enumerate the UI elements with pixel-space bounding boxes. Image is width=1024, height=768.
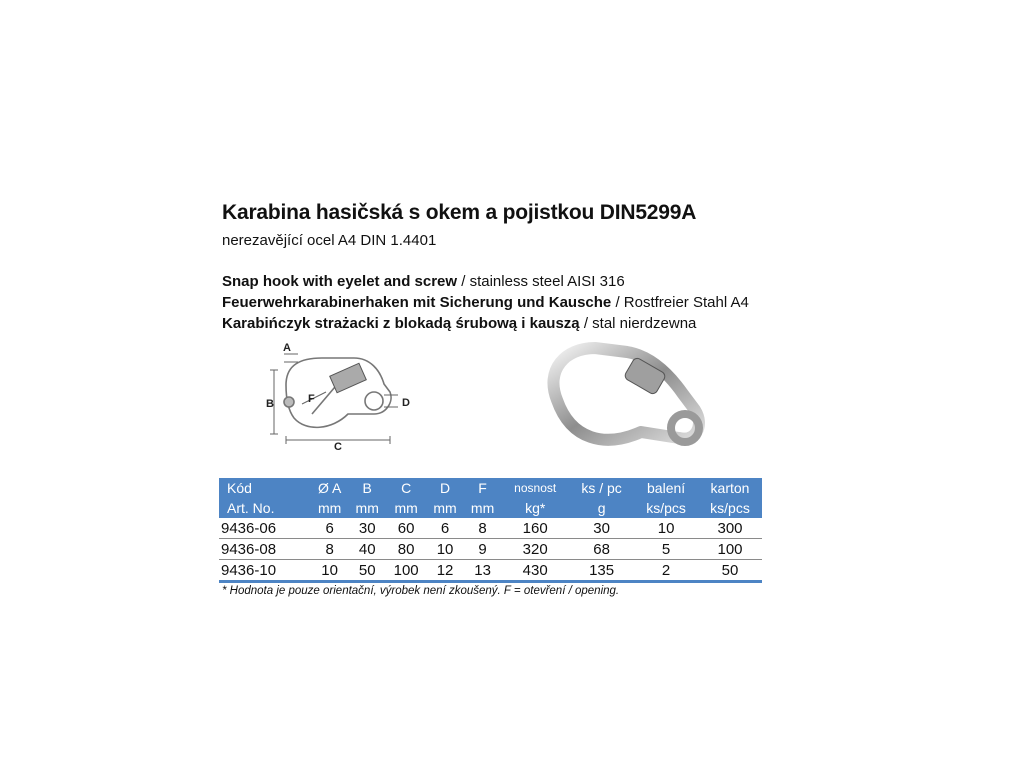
- hook-body-icon: [553, 348, 699, 440]
- unit-code: Art. No.: [219, 498, 311, 518]
- header-a: Ø A: [311, 478, 349, 498]
- cell-carton: 300: [698, 518, 762, 539]
- cell-c: 60: [386, 518, 426, 539]
- screw-lock-icon: [330, 363, 367, 392]
- cell-c: 100: [386, 560, 426, 582]
- header-carton: karton: [698, 478, 762, 498]
- product-subtitle: nerezavějící ocel A4 DIN 1.4401: [222, 232, 437, 249]
- unit-carton: ks/pcs: [698, 498, 762, 518]
- cell-carton: 50: [698, 560, 762, 582]
- translation-pl: [222, 315, 696, 332]
- footnote: * Hodnota je pouze orientační, výrobek není zkoušený. F = otevření / opening.: [222, 585, 620, 597]
- cell-capacity: 430: [501, 560, 569, 582]
- cell-capacity: 320: [501, 539, 569, 560]
- unit-weight: g: [569, 498, 634, 518]
- table-row: [219, 539, 762, 560]
- cell-carton: 100: [698, 539, 762, 560]
- cell-weight: 68: [569, 539, 634, 560]
- cell-b: 50: [348, 560, 386, 582]
- header-code: Kód: [219, 478, 311, 498]
- cell-weight: 135: [569, 560, 634, 582]
- table-header-row: [219, 478, 762, 498]
- cell-weight: 30: [569, 518, 634, 539]
- label-c: C: [334, 441, 342, 452]
- dimension-diagram: [262, 340, 422, 452]
- unit-d: mm: [426, 498, 464, 518]
- cell-pack: 5: [634, 539, 698, 560]
- cell-pack: 10: [634, 518, 698, 539]
- cell-d: 12: [426, 560, 464, 582]
- table-units-row: [219, 498, 762, 518]
- unit-f: mm: [464, 498, 502, 518]
- translation-en-name: Snap hook with eyelet and screw: [222, 273, 458, 290]
- cell-code: 9436-10: [219, 560, 311, 582]
- translation-en-material: / stainless steel AISI 316: [457, 273, 625, 290]
- cell-a: 6: [311, 518, 349, 539]
- header-capacity: nosnost: [501, 478, 569, 498]
- label-d: D: [402, 397, 410, 409]
- cell-c: 80: [386, 539, 426, 560]
- unit-pack: ks/pcs: [634, 498, 698, 518]
- table-row: [219, 518, 762, 539]
- translation-en: [222, 273, 625, 290]
- cell-d: 10: [426, 539, 464, 560]
- header-weight: ks / pc: [569, 478, 634, 498]
- cell-d: 6: [426, 518, 464, 539]
- cell-pack: 2: [634, 560, 698, 582]
- snap-hook-photo: [535, 340, 725, 462]
- header-c: C: [386, 478, 426, 498]
- translation-de: [222, 294, 749, 311]
- translation-de-material: / Rostfreier Stahl A4: [611, 294, 749, 311]
- label-b: B: [266, 398, 274, 410]
- table-row: [219, 560, 762, 582]
- unit-c: mm: [386, 498, 426, 518]
- cell-b: 40: [348, 539, 386, 560]
- unit-capacity: kg*: [501, 498, 569, 518]
- header-pack: balení: [634, 478, 698, 498]
- cell-f: 9: [464, 539, 502, 560]
- header-d: D: [426, 478, 464, 498]
- cell-code: 9436-06: [219, 518, 311, 539]
- label-f: F: [308, 393, 315, 405]
- header-f: F: [464, 478, 502, 498]
- unit-b: mm: [348, 498, 386, 518]
- label-a: A: [283, 342, 291, 354]
- cell-f: 13: [464, 560, 502, 582]
- translation-pl-material: / stal nierdzewna: [579, 315, 697, 332]
- spec-table: [219, 478, 762, 583]
- cell-b: 30: [348, 518, 386, 539]
- cell-code: 9436-08: [219, 539, 311, 560]
- product-title: Karabina hasičská s okem a pojistkou DIN5299A: [222, 201, 697, 224]
- unit-a: mm: [311, 498, 349, 518]
- cell-a: 8: [311, 539, 349, 560]
- header-b: B: [348, 478, 386, 498]
- cell-f: 8: [464, 518, 502, 539]
- translation-pl-name: Karabińczyk strażacki z blokadą śrubową i kauszą: [222, 315, 580, 332]
- translation-de-name: Feuerwehrkarabinerhaken mit Sicherung und Kausche: [222, 294, 612, 311]
- cell-capacity: 160: [501, 518, 569, 539]
- cell-a: 10: [311, 560, 349, 582]
